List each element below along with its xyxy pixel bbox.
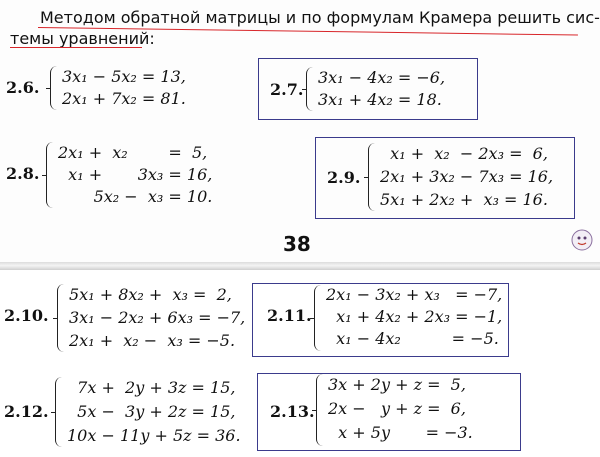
equation-system	[46, 142, 236, 208]
equation: 5x₁ + 8x₂ + x₃ = 2,	[69, 285, 232, 304]
page-number: 38	[283, 232, 311, 256]
heading-line-1: Методом обратной матрицы и по формулам Крамера решить сис-	[40, 8, 600, 27]
equation: 3x + 2y + z = 5,	[328, 375, 466, 394]
problem-label: 2.7.	[270, 80, 304, 99]
problem-label: 2.13.	[270, 402, 315, 421]
equation: 5x₂ − x₃ = 10.	[58, 187, 213, 206]
equation: 3x₁ − 5x₂ = 13,	[62, 67, 186, 86]
equation: 3x₁ − 2x₂ + 6x₃ = −7,	[69, 308, 246, 327]
problem-label: 2.6.	[6, 78, 40, 97]
equation-system	[314, 285, 504, 351]
left-brace	[55, 377, 65, 447]
page-divider	[0, 262, 600, 270]
heading-underline-2	[10, 47, 142, 48]
left-brace	[368, 143, 378, 211]
equation: 2x − y + z = 6,	[328, 399, 466, 418]
problem-label: 2.9.	[327, 168, 361, 187]
equation: 3x₁ − 4x₂ = −6,	[318, 68, 446, 87]
problem-label: 2.12.	[4, 402, 49, 421]
equation-system	[55, 377, 255, 447]
stamp-logo-icon	[570, 228, 594, 252]
equation: 5x − 3y + 2z = 15,	[67, 402, 236, 421]
equation: 2x₁ + x₂ − x₃ = −5.	[69, 331, 236, 350]
equation: x₁ + x₂ − 2x₃ = 6,	[380, 144, 548, 163]
heading-line-2: темы уравнений:	[10, 29, 155, 48]
left-brace	[314, 285, 324, 351]
equation-system	[57, 284, 247, 352]
equation-system	[368, 143, 568, 211]
left-brace	[306, 67, 316, 111]
equation: 2x₁ + x₂ = 5,	[58, 143, 208, 162]
equation: 7x + 2y + 3z = 15,	[67, 378, 236, 397]
equation-system	[306, 67, 471, 111]
problem-label: 2.10.	[4, 306, 49, 325]
left-brace	[46, 142, 56, 208]
equation-system	[316, 374, 506, 446]
equation: x₁ + 3x₃ = 16,	[58, 165, 213, 184]
left-brace	[50, 66, 60, 110]
equation: 2x₁ + 7x₂ = 81.	[62, 89, 186, 108]
equation: 3x₁ + 4x₂ = 18.	[318, 90, 442, 109]
left-brace	[316, 374, 326, 446]
equation: x₁ + 4x₂ + 2x₃ = −1,	[326, 307, 503, 326]
equation: x₁ − 4x₂ = −5.	[326, 329, 499, 348]
equation: 2x₁ + 3x₂ − 7x₃ = 16,	[380, 167, 554, 186]
equation-system	[50, 66, 200, 110]
equation: 2x₁ − 3x₂ + x₃ = −7,	[326, 285, 503, 304]
equation: x + 5y = −3.	[328, 423, 473, 442]
problem-label: 2.8.	[6, 164, 40, 183]
left-brace	[57, 284, 67, 352]
equation: 10x − 11y + 5z = 36.	[67, 426, 241, 445]
problem-label: 2.11.	[267, 306, 312, 325]
equation: 5x₁ + 2x₂ + x₃ = 16.	[380, 190, 548, 209]
